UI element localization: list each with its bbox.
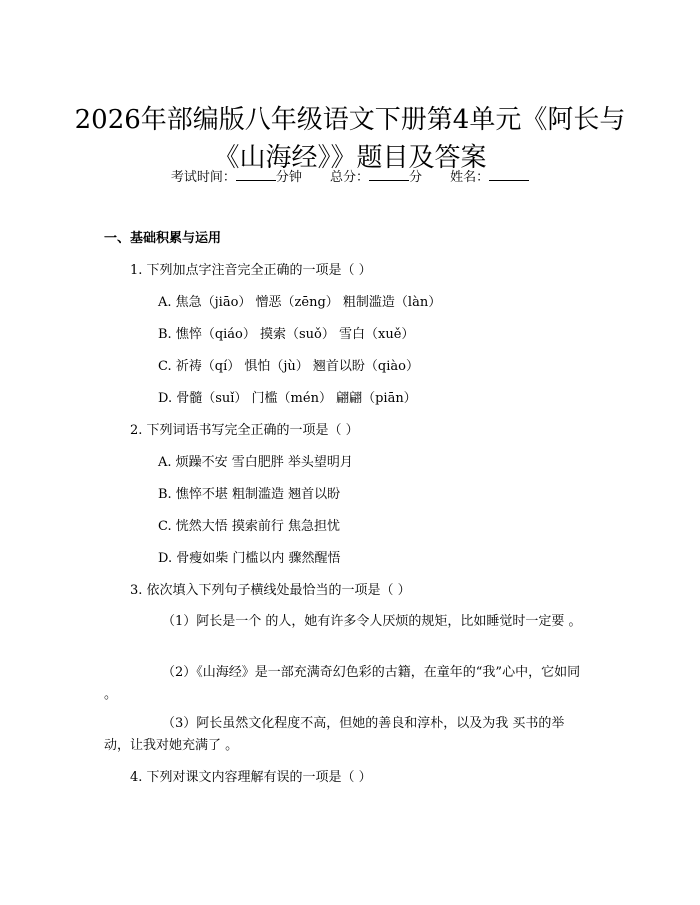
- question-3-sentence-2: （2）《山海经》是一部充满奇幻色彩的古籍，在童年的“我”心中，它如同 。: [104, 665, 581, 702]
- name-blank: [489, 168, 529, 181]
- question-2-option-a: A. 烦躁不安 雪白肥胖 举头望明月: [158, 455, 353, 470]
- question-4-stem: 4. 下列对课文内容理解有误的一项是（ ）: [130, 770, 372, 785]
- section-heading: 一、基础积累与运用: [104, 231, 222, 246]
- question-1-option-b: B. 憔悴（qiáo） 摸索（suǒ） 雪白（xuě）: [158, 327, 415, 342]
- score-blank: [369, 168, 409, 181]
- question-2-stem: 2. 下列词语书写完全正确的一项是（ ）: [130, 423, 359, 438]
- exam-time-blank: [236, 168, 276, 181]
- score-field: [330, 168, 422, 187]
- name-label: 姓名：: [450, 170, 490, 185]
- question-1-option-c: C. 祈祷（qí） 惧怕（jù） 翘首以盼（qiào）: [158, 359, 419, 374]
- question-2-option-d: D. 骨瘦如柴 门槛以内 骤然醒悟: [158, 551, 341, 566]
- question-2-option-c: C. 恍然大悟 摸索前行 焦急担忧: [158, 519, 341, 534]
- page-title: 2026年部编版八年级语文下册第4单元《阿长与《山海经》》题目及答案: [74, 105, 626, 174]
- name-field: [450, 168, 529, 187]
- question-3-sentence-1: （1）阿长是一个 的人，她有许多令人厌烦的规矩，比如睡觉时一定要 。: [162, 614, 582, 629]
- question-1-option-d: D. 骨髓（suǐ） 门槛（mén） 翩翩（piān）: [158, 391, 417, 406]
- question-3-sentence-3: （3）阿长虽然文化程度不高，但她的善良和淳朴，以及为我 买书的举动，让我对她充满了 。: [104, 716, 565, 753]
- exam-time-unit: 分钟: [275, 170, 302, 185]
- score-unit: 分: [409, 170, 423, 185]
- exam-meta: [0, 168, 700, 187]
- question-2-option-b: B. 憔悴不堪 粗制滥造 翘首以盼: [158, 487, 341, 502]
- question-1-option-a: A. 焦急（jiāo） 憎恶（zēng） 粗制滥造（làn）: [158, 295, 442, 310]
- exam-time-field: [171, 168, 302, 187]
- score-label: 总分：: [329, 170, 369, 185]
- question-3-stem: 3. 依次填入下列句子横线处最恰当的一项是（ ）: [130, 583, 411, 598]
- question-1-stem: 1. 下列加点字注音完全正确的一项是（ ）: [130, 263, 372, 278]
- exam-time-label: 考试时间：: [170, 170, 236, 185]
